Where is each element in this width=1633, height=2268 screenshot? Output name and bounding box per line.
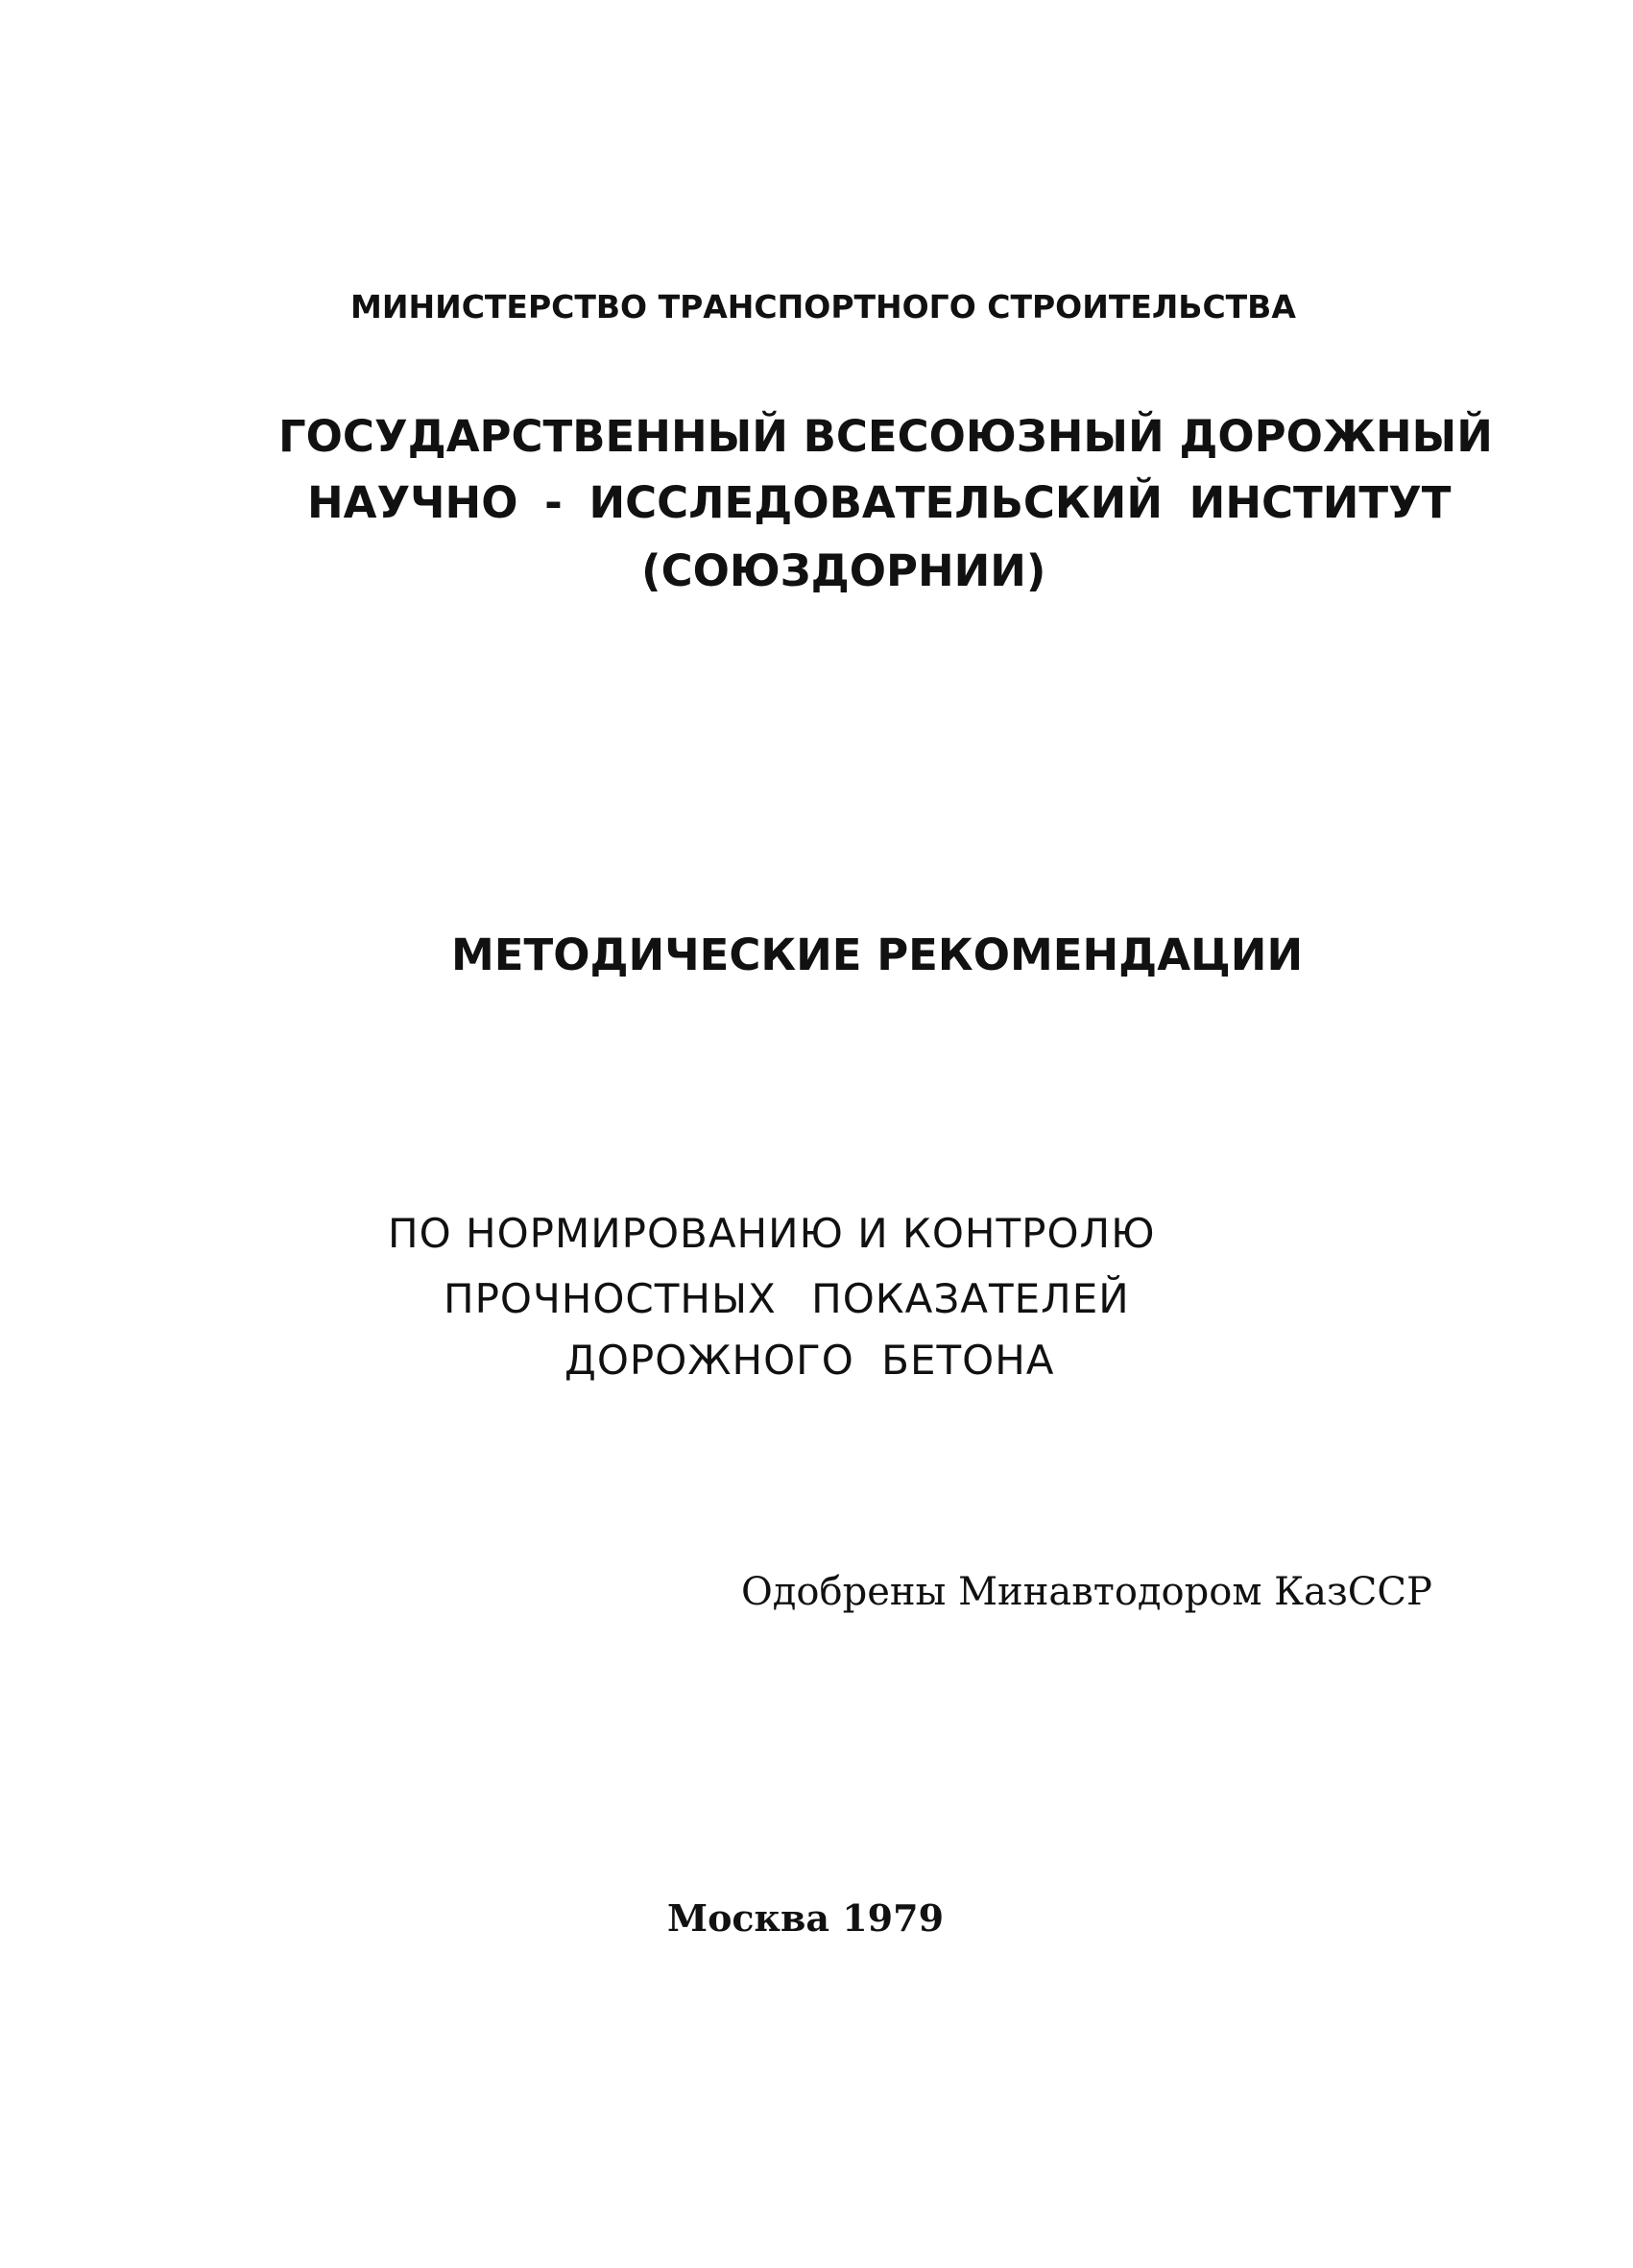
document-topic-line-3: ДОРОЖНОГО БЕТОНА bbox=[564, 1337, 1055, 1384]
document-topic-line-2: ПРОЧНОСТНЫХ ПОКАЗАТЕЛЕЙ bbox=[444, 1275, 1130, 1322]
document-type-title: МЕТОДИЧЕСКИЕ РЕКОМЕНДАЦИИ bbox=[451, 929, 1304, 980]
city-and-year: Москва 1979 bbox=[667, 1896, 945, 1940]
approval-note: Одобрены Минавтодором КазССР bbox=[741, 1570, 1432, 1614]
institute-name-line-2: НАУЧНО - ИССЛЕДОВАТЕЛЬСКИЙ ИНСТИТУТ bbox=[307, 477, 1452, 528]
document-topic-line-1: ПО НОРМИРОВАНИЮ И КОНТРОЛЮ bbox=[388, 1210, 1156, 1257]
institute-name-line-1: ГОСУДАРСТВЕННЫЙ ВСЕСОЮЗНЫЙ ДОРОЖНЫЙ bbox=[278, 411, 1493, 462]
institute-abbreviation: (СОЮЗДОРНИИ) bbox=[641, 545, 1046, 596]
ministry-name: МИНИСТЕРСТВО ТРАНСПОРТНОГО СТРОИТЕЛЬСТВА bbox=[350, 288, 1296, 326]
